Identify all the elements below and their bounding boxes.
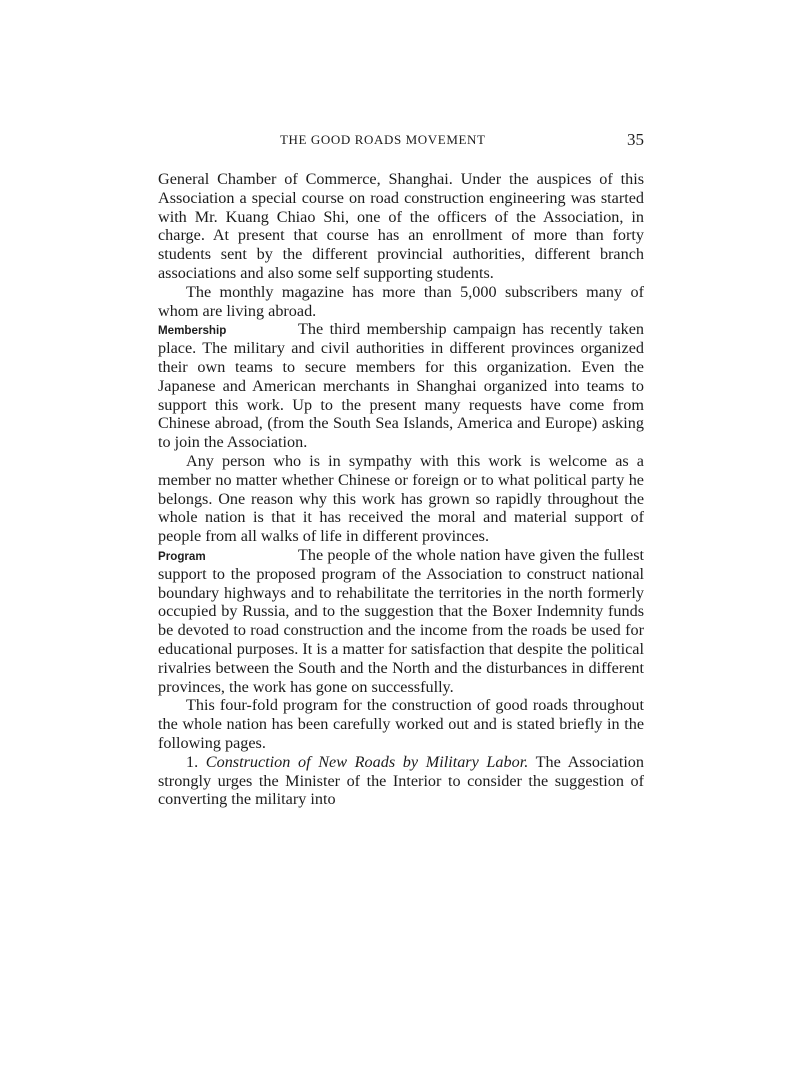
item-text: The Association strongly urges the Minister of the Interior to consider the suggestion of converting the military into bbox=[158, 752, 644, 809]
item-heading: Construction of New Roads by Military Labor. bbox=[205, 752, 529, 771]
document-page bbox=[158, 132, 644, 809]
running-head: THE GOOD ROADS MOVEMENT bbox=[280, 132, 486, 147]
sidenote-membership: Membership bbox=[158, 324, 227, 338]
page-header bbox=[158, 132, 644, 158]
paragraph: Any person who is in sympathy with this work is welcome as a member no matter whether Chinese or foreign or to what political party he belongs. One reason why this work has grown so rapidly throughout the whole nation is that it has received the moral and material support of people from all walks of life in different provinces. bbox=[158, 451, 644, 546]
paragraph: The monthly magazine has more than 5,000 subscribers many of whom are living abroad. bbox=[158, 282, 644, 320]
page-number: 35 bbox=[627, 130, 644, 149]
sidenote-program: Program bbox=[158, 549, 206, 563]
paragraph bbox=[158, 320, 644, 452]
paragraph bbox=[158, 546, 644, 696]
body-text bbox=[158, 170, 644, 809]
paragraph: This four-fold program for the construction of good roads throughout the whole nation has been carefully worked out and is stated briefly in the following pages. bbox=[158, 696, 644, 752]
paragraph-text: The people of the whole nation have given the fullest support to the proposed program of the Association to construct national boundary highways and to rehabilitate the territories in the north formerly occupied by Russia, and to the suggestion that the Boxer Indemnity funds be devoted to road construction and the income from the roads be used for educational purposes. It is a matter for satisfaction that despite the political rivalries between the South and the North and the disturbances in different provinces, the work has gone on successfully. bbox=[158, 545, 644, 696]
paragraph-text: The third membership campaign has recently taken place. The military and civil authorities in different provinces organized their own teams to secure members for this organization. Even the Japanese and American merchants in Shanghai organized into teams to support this work. Up to the present many requests have come from Chinese abroad, (from the South Sea Islands, America and Europe) asking to join the Association. bbox=[158, 320, 644, 452]
item-number: 1. bbox=[186, 752, 199, 771]
paragraph: General Chamber of Commerce, Shanghai. Under the auspices of this Association a special course on road construction engineering was started with Mr. Kuang Chiao Shi, one of the officers of the Association, in charge. At present that course has an enrollment of more than forty students sent by the different provincial authorities, different branch associations and also some self supporting students. bbox=[158, 170, 644, 282]
numbered-item bbox=[158, 753, 644, 809]
